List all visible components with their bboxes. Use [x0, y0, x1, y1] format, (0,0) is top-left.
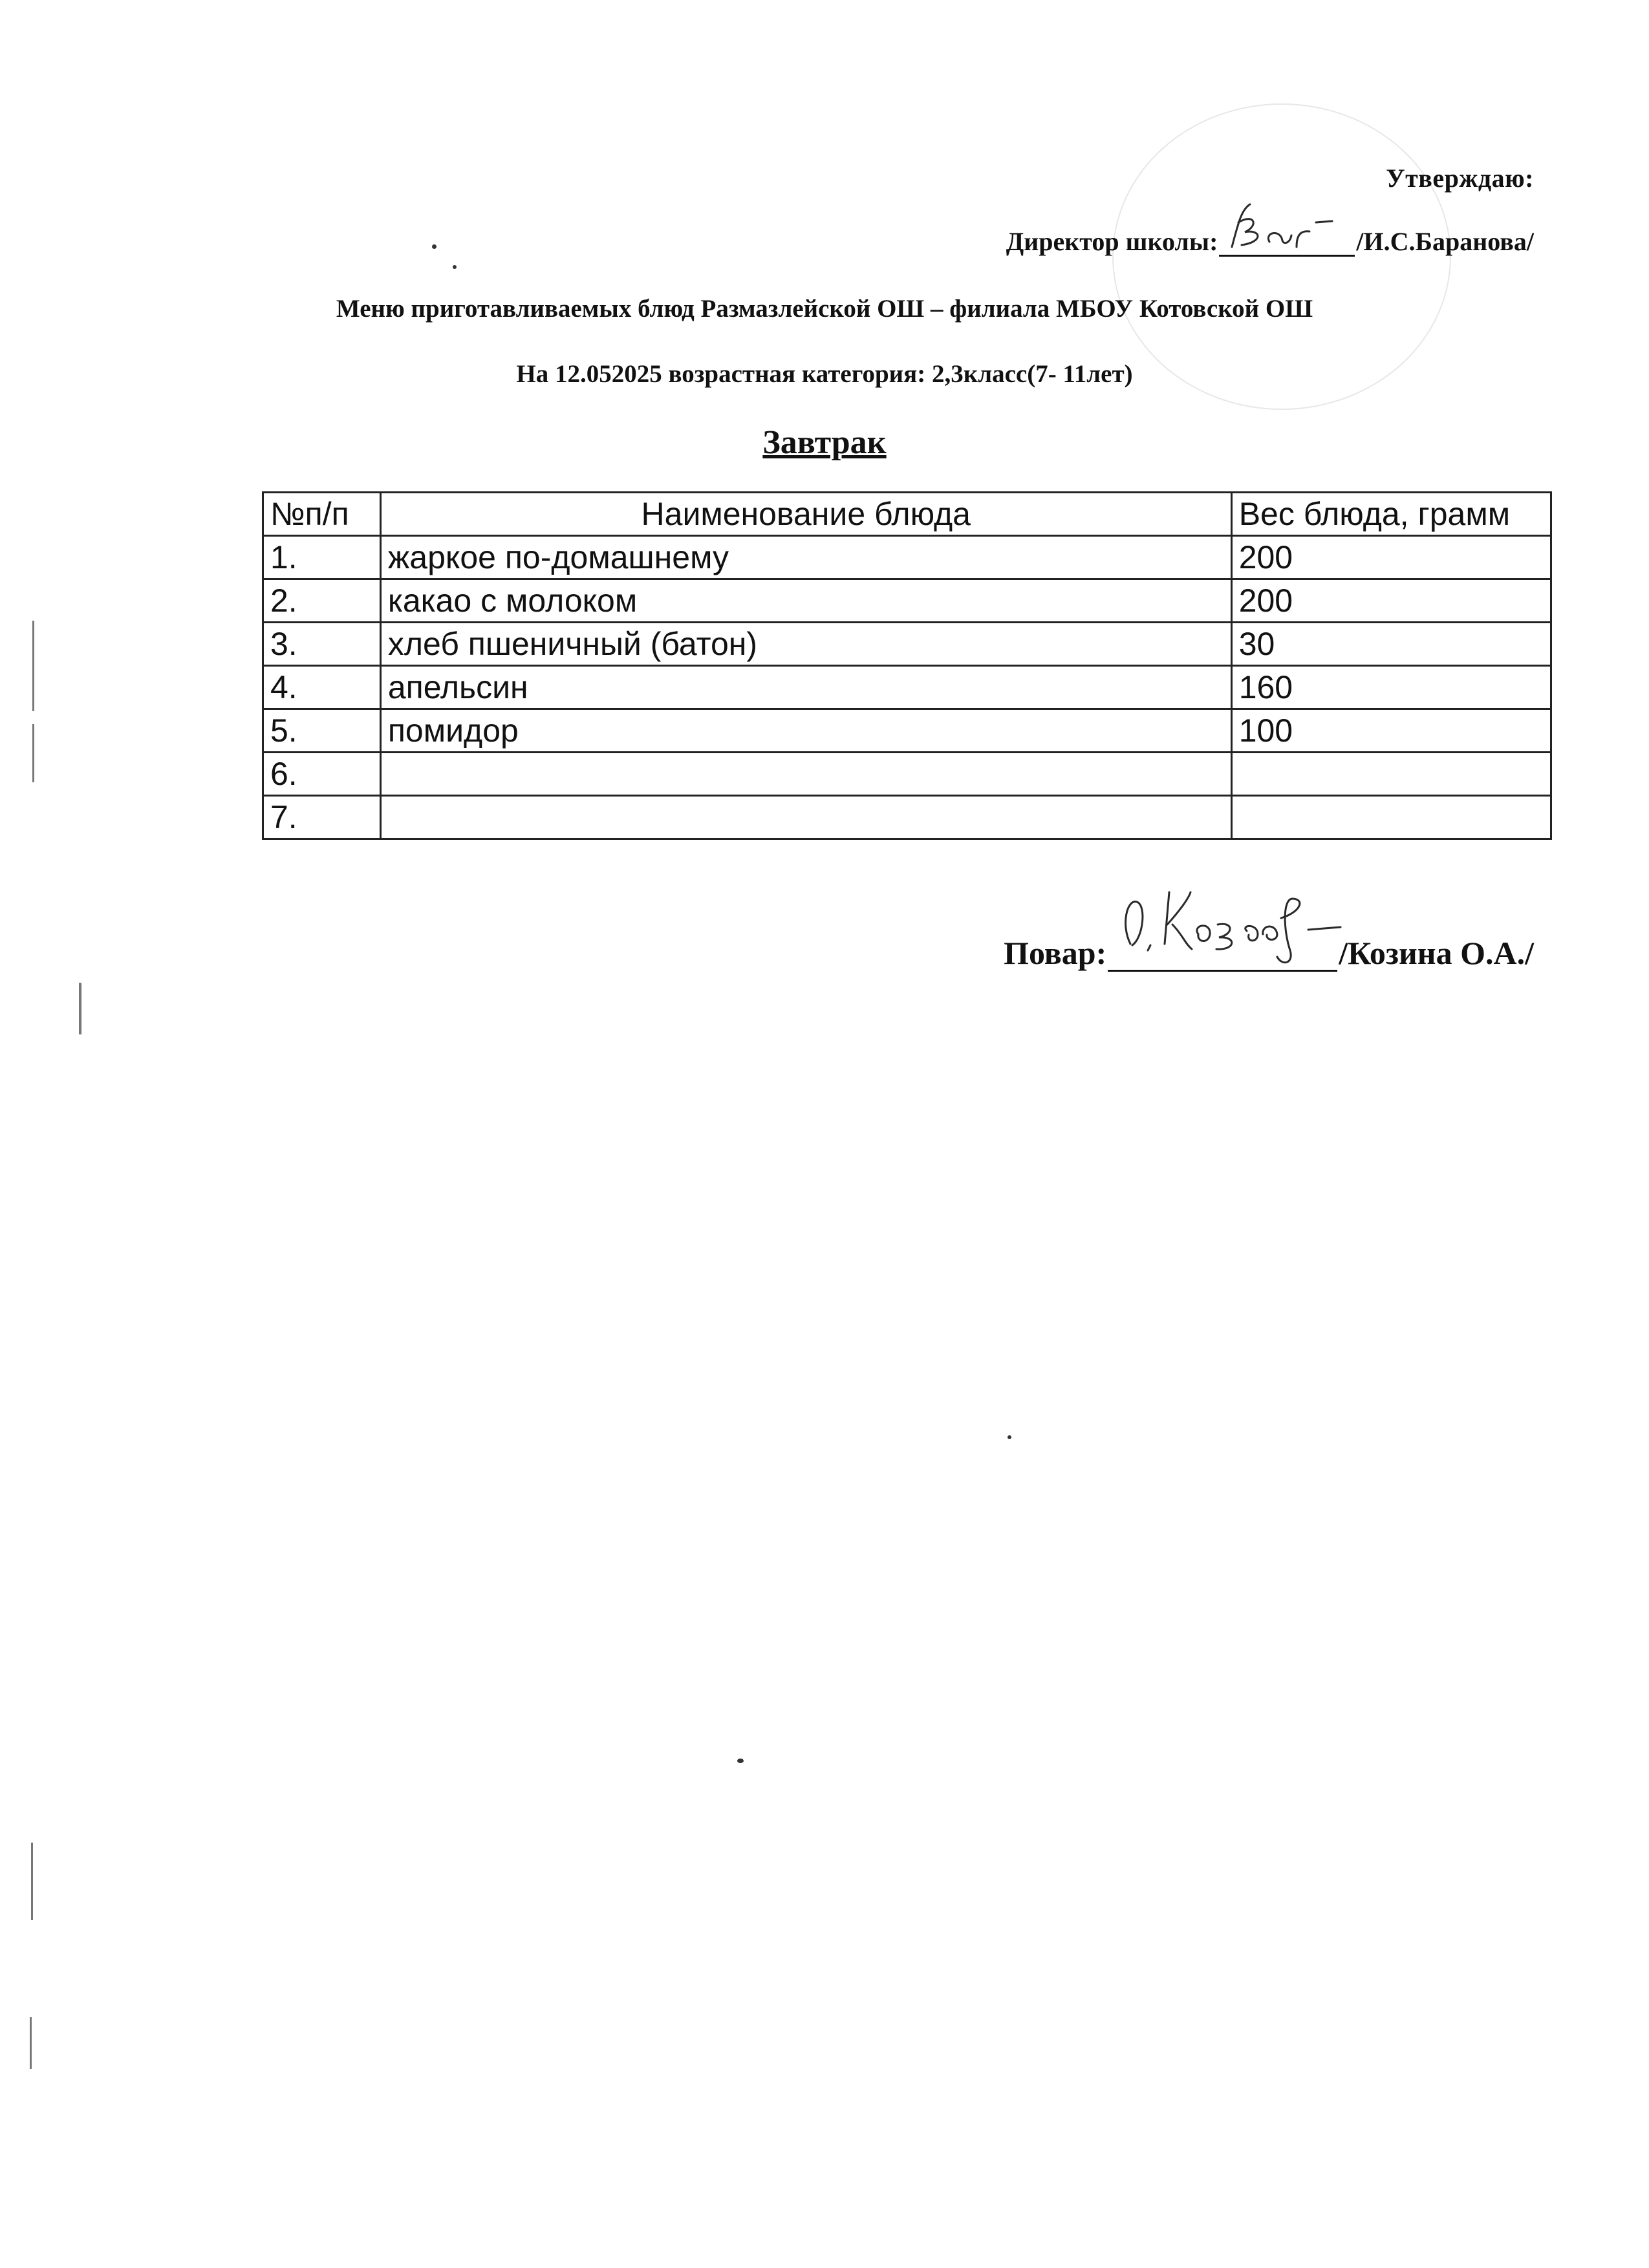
meal-heading: Завтрак: [762, 424, 887, 461]
cook-signature-line: [1004, 931, 1534, 972]
row-weight: [1231, 753, 1551, 796]
row-num: 2.: [263, 579, 381, 623]
director-label: Директор школы:: [1006, 227, 1218, 256]
table-row: [263, 579, 1551, 623]
cook-signature-icon: [1108, 873, 1353, 970]
approve-label: Утверждаю:: [1386, 164, 1534, 193]
table-row: [263, 753, 1551, 796]
row-dish-name: [380, 753, 1231, 796]
menu-title: Меню приготавливаемых блюд Размазлейской ОШ – филиала МБОУ Котовской ОШ: [336, 295, 1313, 323]
row-dish-name: жаркое по-домашнему: [380, 536, 1231, 579]
scan-edge-mark: [32, 724, 34, 782]
row-dish-name: хлеб пшеничный (батон): [380, 623, 1231, 666]
table-row: [263, 666, 1551, 709]
row-weight: 100: [1231, 709, 1551, 753]
row-num: 4.: [263, 666, 381, 709]
row-dish-name: какао с молоком: [380, 579, 1231, 623]
table-row: [263, 796, 1551, 839]
scan-edge-mark: [31, 1843, 33, 1920]
row-weight: 200: [1231, 579, 1551, 623]
header-weight: Вес блюда, грамм: [1231, 493, 1551, 536]
row-weight: [1231, 796, 1551, 839]
director-signature-line: [1006, 226, 1534, 257]
scan-speck: [737, 1759, 744, 1763]
director-name: /И.С.Баранова/: [1356, 227, 1534, 256]
row-num: 1.: [263, 536, 381, 579]
menu-table: [262, 491, 1552, 840]
row-num: 3.: [263, 623, 381, 666]
table-row: [263, 709, 1551, 753]
table-row: [263, 536, 1551, 579]
date-category-line: На 12.052025 возрастная категория: 2,3класс(7- 11лет): [516, 360, 1133, 388]
director-signature-field: [1219, 226, 1355, 257]
scan-edge-mark: [30, 2017, 32, 2069]
header-num: №п/п: [263, 493, 381, 536]
row-num: 7.: [263, 796, 381, 839]
cook-label: Повар:: [1004, 935, 1107, 971]
scan-speck: [1008, 1435, 1011, 1439]
director-signature-icon: [1219, 197, 1348, 255]
row-num: 6.: [263, 753, 381, 796]
table-header-row: [263, 493, 1551, 536]
cook-signature-field: [1108, 931, 1337, 972]
row-weight: 200: [1231, 536, 1551, 579]
row-weight: 160: [1231, 666, 1551, 709]
scan-speck: [432, 244, 436, 249]
row-dish-name: [380, 796, 1231, 839]
row-dish-name: помидор: [380, 709, 1231, 753]
table-row: [263, 623, 1551, 666]
header-dish-name: Наименование блюда: [380, 493, 1231, 536]
scan-speck: [453, 265, 457, 269]
row-num: 5.: [263, 709, 381, 753]
row-weight: 30: [1231, 623, 1551, 666]
scan-edge-mark: [32, 621, 34, 711]
cook-name: /Козина О.А./: [1339, 935, 1534, 971]
scan-edge-mark: [79, 983, 81, 1034]
row-dish-name: апельсин: [380, 666, 1231, 709]
